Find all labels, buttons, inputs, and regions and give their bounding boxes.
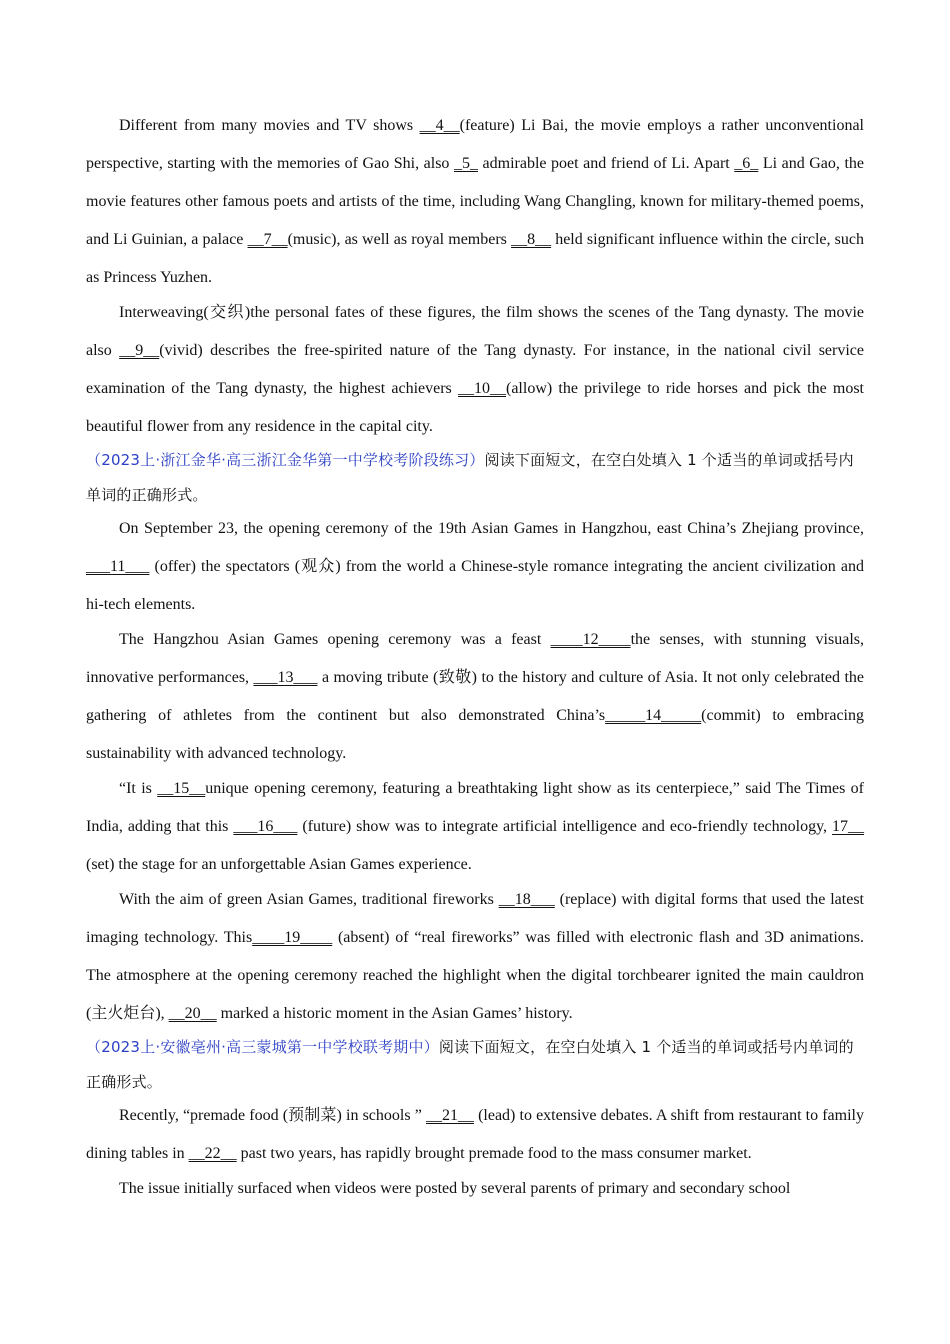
- paragraph-text: (future) show was to integrate artificial intelligence and eco-friendly technology,: [297, 818, 833, 835]
- instruction-text: 阅读下面短文，在空白处填入 1 个适当的单词或括号内单词的正确形式。: [86, 1038, 854, 1091]
- fill-in-blank[interactable]: __15__: [157, 780, 206, 797]
- paragraph-text: (set) the stage for an unforgettable Asian Games experience.: [86, 856, 472, 873]
- paragraph-text: (feature) Li Bai, the movie employs a rather unconventional perspective, starting with the memories of Gao Shi, also: [86, 117, 864, 172]
- paragraph-text: (lead) to extensive debates. A shift from restaurant to family dining tables in: [86, 1107, 864, 1162]
- fill-in-blank[interactable]: __7__: [247, 231, 288, 248]
- fill-in-blank[interactable]: ____19____: [252, 929, 333, 946]
- instruction-text: 阅读下面短文，在空白处填入 1 个适当的单词或括号内单词的正确形式。: [86, 451, 854, 504]
- fill-in-blank[interactable]: 17__: [832, 818, 865, 835]
- fill-in-blank[interactable]: __8__: [511, 231, 552, 248]
- paragraph-text: “It is: [119, 780, 158, 797]
- paragraph-text: the senses, with stunning visuals, innovative performances,: [86, 631, 864, 686]
- passage-paragraph: [86, 770, 864, 884]
- fill-in-blank[interactable]: ___13___: [253, 669, 318, 686]
- paragraph-text: a moving tribute (致敬) to the history and culture of Asia. It not only celebrated the gathering of athletes from the continent but also demonstrated China’s: [86, 669, 864, 724]
- passage-paragraph: [86, 294, 864, 446]
- fill-in-blank[interactable]: __21__: [425, 1107, 474, 1124]
- fill-in-blank[interactable]: __10__: [458, 380, 506, 397]
- paragraph-text: marked a historic moment in the Asian Games’ history.: [216, 1005, 573, 1022]
- passage-paragraph: [86, 107, 864, 297]
- fill-in-blank[interactable]: __9__: [119, 342, 160, 359]
- paragraph-text: (allow) the privilege to ride horses and pick the most beautiful flower from any residence in the capital city.: [86, 380, 864, 435]
- paragraph-text: held significant influence within the circle, such as Princess Yuzhen.: [86, 231, 864, 286]
- paragraph-text: Recently, “premade food (预制菜) in schools ”: [119, 1107, 426, 1124]
- fill-in-blank[interactable]: _5_: [453, 155, 478, 172]
- paragraph-text: unique opening ceremony, featuring a breathtaking light show as its centerpiece,” said The Times of India, adding that this: [86, 780, 865, 835]
- paragraph-text: (absent) of “real fireworks” was filled with electronic flash and 3D animations. The atmosphere at the opening ceremony reached the highlight when the digital torchbearer ignited the main cauldron (主火炬台),: [86, 929, 864, 1022]
- exercise-source-line: [86, 1030, 864, 1100]
- paragraph-text: (commit) to embracing sustainability with advanced technology.: [86, 707, 865, 762]
- paragraph-text: With the aim of green Asian Games, traditional fireworks: [119, 891, 499, 908]
- fill-in-blank[interactable]: __4__: [419, 117, 460, 134]
- fill-in-blank[interactable]: _____14_____: [605, 707, 702, 724]
- source-citation: （2023上·浙江金华·高三浙江金华第一中学校考阶段练习）: [86, 451, 485, 469]
- paragraph-text: admirable poet and friend of Li. Apart: [477, 155, 735, 172]
- paragraph-text: The issue initially surfaced when videos were posted by several parents of primary and secondary school: [119, 1180, 791, 1197]
- fill-in-blank[interactable]: __20__: [168, 1005, 217, 1022]
- paragraph-text: Li and Gao, the movie features other famous poets and artists of the time, including Wang Changling, known for military-themed poems, and Li Guinian, a palace: [86, 155, 864, 248]
- document-page: [86, 107, 864, 1205]
- fill-in-blank[interactable]: ____12____: [550, 631, 631, 648]
- exercise-source-line: [86, 443, 864, 513]
- paragraph-text: The Hangzhou Asian Games opening ceremony was a feast: [119, 631, 551, 648]
- fill-in-blank[interactable]: ___11___: [86, 558, 150, 575]
- fill-in-blank[interactable]: ___16___: [233, 818, 298, 835]
- paragraph-text: (vivid) describes the free-spirited nature of the Tang dynasty. For instance, in the national civil service examination of the Tang dynasty, the highest achievers: [86, 342, 865, 397]
- paragraph-text: On September 23, the opening ceremony of the 19th Asian Games in Hangzhou, east China’s Zhejiang province,: [119, 520, 864, 537]
- paragraph-text: Different from many movies and TV shows: [119, 117, 420, 134]
- paragraph-text: (replace) with digital forms that used the latest imaging technology. This: [86, 891, 864, 946]
- paragraph-text: (offer) the spectators (观众) from the world a Chinese-style romance integrating the ancient civilization and hi-tech elements.: [86, 558, 864, 613]
- paragraph-text: past two years, has rapidly brought premade food to the mass consumer market.: [236, 1145, 752, 1162]
- passage-paragraph: [86, 621, 864, 773]
- passage-paragraph: [86, 881, 864, 1033]
- source-citation: （2023上·安徽亳州·高三蒙城第一中学校联考期中）: [86, 1038, 439, 1056]
- passage-paragraph: [86, 510, 864, 624]
- passage-paragraph: [86, 1170, 864, 1208]
- passage-paragraph: [86, 1097, 864, 1173]
- paragraph-text: (music), as well as royal members: [287, 231, 512, 248]
- fill-in-blank[interactable]: __18___: [498, 891, 555, 908]
- paragraph-text: Interweaving(交织)the personal fates of these figures, the film shows the scenes of the Tang dynasty. The movie also: [86, 304, 864, 359]
- fill-in-blank[interactable]: __22__: [188, 1145, 237, 1162]
- fill-in-blank[interactable]: _6_: [734, 155, 759, 172]
